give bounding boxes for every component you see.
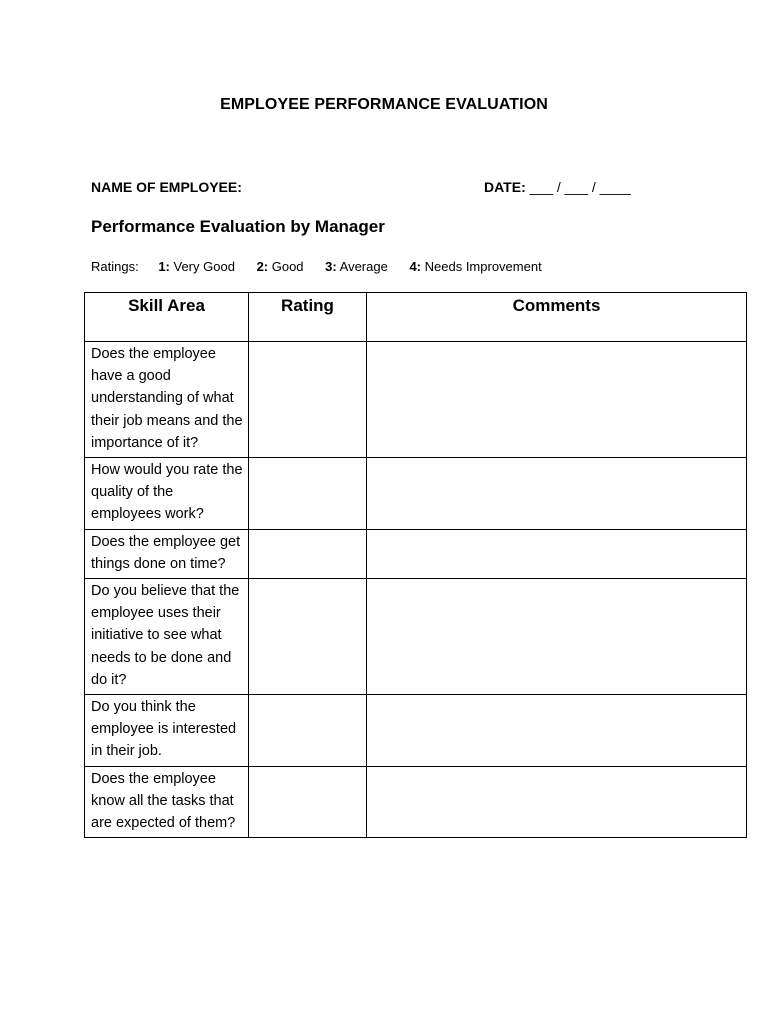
rating-cell[interactable] <box>249 695 367 767</box>
rating-key: 3: <box>325 259 337 274</box>
rating-cell[interactable] <box>249 458 367 530</box>
skill-question: Does the employee get things done on time? <box>85 529 249 578</box>
table-row <box>85 695 747 767</box>
section-heading: Performance Evaluation by Manager <box>91 217 385 236</box>
skill-question: Does the employee know all the tasks that are expected of them? <box>85 766 249 838</box>
skill-question: Does the employee have a good understanding of what their job means and the importance of it? <box>85 342 249 458</box>
skill-question: Do you think the employee is interested in their job. <box>85 695 249 767</box>
comments-cell[interactable] <box>367 529 747 578</box>
rating-cell[interactable] <box>249 766 367 838</box>
header-skill-area: Skill Area <box>85 293 249 342</box>
rating-cell[interactable] <box>249 579 367 695</box>
comments-cell[interactable] <box>367 458 747 530</box>
table-row <box>85 458 747 530</box>
date-blank: ___ / ___ / ____ <box>525 179 631 195</box>
employee-name-label: NAME OF EMPLOYEE: <box>91 179 242 195</box>
rating-text: Needs Improvement <box>421 259 542 274</box>
date-label: DATE: <box>484 179 526 195</box>
comments-cell[interactable] <box>367 695 747 767</box>
table-row <box>85 579 747 695</box>
table-row <box>85 766 747 838</box>
rating-option-1 <box>158 259 235 274</box>
header-rating: Rating <box>249 293 367 342</box>
comments-cell[interactable] <box>367 766 747 838</box>
evaluation-table <box>84 292 747 838</box>
ratings-legend <box>91 259 560 274</box>
header-comments: Comments <box>367 293 747 342</box>
document-title: EMPLOYEE PERFORMANCE EVALUATION <box>220 96 548 113</box>
table-row <box>85 529 747 578</box>
rating-key: 1: <box>158 259 170 274</box>
rating-option-3 <box>325 259 388 274</box>
table-row <box>85 342 747 458</box>
skill-question: How would you rate the quality of the employees work? <box>85 458 249 530</box>
rating-key: 2: <box>256 259 269 274</box>
ratings-label: Ratings: <box>91 259 139 274</box>
rating-cell[interactable] <box>249 342 367 458</box>
comments-cell[interactable] <box>367 579 747 695</box>
rating-text: Average <box>336 259 388 274</box>
rating-cell[interactable] <box>249 529 367 578</box>
rating-key: 4: <box>409 259 422 274</box>
table-header-row <box>85 293 747 342</box>
rating-option-2 <box>257 259 304 274</box>
comments-cell[interactable] <box>367 342 747 458</box>
rating-option-4 <box>409 259 541 274</box>
date-field <box>484 179 631 195</box>
rating-text: Very Good <box>169 259 235 274</box>
skill-question: Do you believe that the employee uses their initiative to see what needs to be done and do it? <box>85 579 249 695</box>
rating-text: Good <box>268 259 304 274</box>
